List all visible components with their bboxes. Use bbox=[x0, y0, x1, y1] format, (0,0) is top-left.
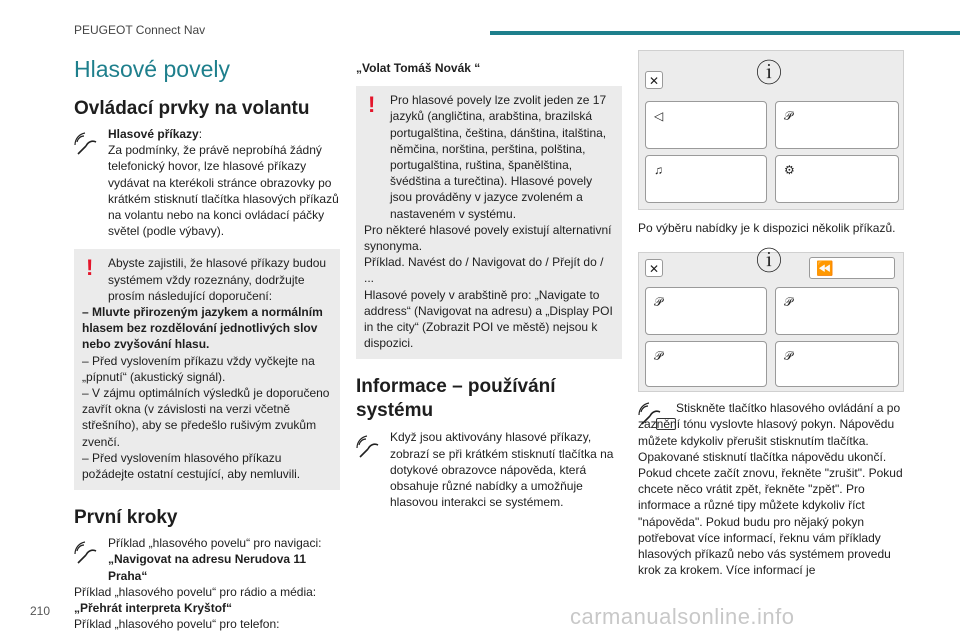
quill-icon: 𝒫 bbox=[654, 295, 663, 310]
example-phone-label: Příklad „hlasového povelu“ pro telefon: bbox=[74, 617, 280, 632]
command-button-2[interactable] bbox=[775, 287, 899, 335]
warning-synonyms: Pro některé hlasové povely existují alternativní synonyma. bbox=[364, 222, 612, 254]
back-button[interactable] bbox=[809, 257, 895, 279]
info-block bbox=[356, 429, 622, 510]
info-icon[interactable]: ⓘ bbox=[756, 58, 783, 88]
touchscreen-button-icon bbox=[656, 418, 676, 430]
warning-item-3: – V zájmu optimálních výsledků je doporučeno zavřít okna (v závislosti na verzi včetně střešního), aby se předešlo rušivým zvukům zvenčí. bbox=[82, 386, 330, 449]
screen-illustration-menus bbox=[638, 50, 904, 210]
close-button[interactable] bbox=[645, 259, 663, 277]
warning-item-2: – Před vyslovením příkazu vždy vyčkejte na „pípnutí“ (akustický signál). bbox=[82, 353, 315, 384]
quill-icon: 𝒫 bbox=[784, 295, 793, 310]
command-button-3[interactable] bbox=[645, 341, 767, 387]
warning-icon: ! bbox=[368, 92, 376, 118]
warning-box-recommendations bbox=[74, 249, 340, 490]
first-steps-block bbox=[74, 535, 340, 632]
watermark: carmanualsonline.info bbox=[570, 604, 795, 629]
warning-arabic: Hlasové povely v arabštině pro: „Navigate to address“ (Navigovat na adresu) a „Display POI in the city“ (Zobrazit POI ve městě) nejsou k dispozici. bbox=[364, 287, 613, 351]
caption-commands: Po výběru nabídky je k dispozici několik příkazů. bbox=[638, 221, 896, 235]
info-text bbox=[356, 429, 622, 510]
screen-illustration-commands bbox=[638, 246, 904, 392]
quill-icon: 𝒫 bbox=[784, 349, 793, 364]
voice-command-icon bbox=[356, 435, 382, 459]
warning-languages-text: Pro hlasové povely lze zvolit jeden ze 17 jazyků (angličtina, arabština, brazilská portugalština, čeština, dánština, italština, němčina, norština, perština, polština, portugalština, ruština, španělština, švédština a turečtina). Hlasové povely jsou prováděny v jazyce zvoleném a nastaveném v systému. bbox=[390, 93, 607, 221]
section-heading-steering: Ovládací prvky na volantu bbox=[74, 98, 310, 119]
page-number: 210 bbox=[30, 604, 51, 618]
warning-intro: Abyste zajistili, že hlasové příkazy budou systémem vždy rozeznány, dodržujte prosím následující doporučení: bbox=[108, 256, 327, 303]
header-accent-bar bbox=[490, 31, 960, 35]
example-nav-label: Příklad „hlasového povelu“ pro navigaci: bbox=[108, 536, 322, 551]
column-3 bbox=[638, 50, 904, 578]
section-heading-first-steps: První kroky bbox=[74, 507, 178, 529]
menu-button-media[interactable] bbox=[645, 155, 767, 203]
voice-commands-label: Hlasové příkazy bbox=[108, 127, 199, 141]
voice-command-icon bbox=[74, 541, 100, 565]
warning-box-languages bbox=[356, 86, 622, 359]
navigation-icon: ◁ bbox=[654, 109, 664, 123]
command-button-1[interactable] bbox=[645, 287, 767, 335]
example-phone-command: „Volat Tomáš Novák “ bbox=[356, 61, 481, 75]
example-radio-label: Příklad „hlasového povelu“ pro rádio a média: bbox=[74, 584, 317, 599]
warning-item-1: – Mluvte přirozeným jazykem a normálním hlasem bez rozdělování jednotlivých slov nebo zvyšování hlasu. bbox=[82, 305, 323, 352]
voice-command-icon bbox=[74, 132, 100, 156]
menu-button-navigation[interactable] bbox=[645, 101, 767, 149]
example-nav-command: „Navigovat na adresu Nerudova 11 Praha“ bbox=[108, 552, 307, 583]
close-icon: ✕ bbox=[649, 74, 660, 88]
menu-button-settings[interactable] bbox=[775, 155, 899, 203]
info-icon[interactable]: ⓘ bbox=[756, 246, 783, 277]
quill-icon: 𝒫 bbox=[784, 109, 793, 123]
command-button-4[interactable] bbox=[775, 341, 899, 387]
info-desc: Když jsou aktivovány hlasové příkazy, zobrazí se při krátkém stisknutí tlačítka na dotykové obrazovce nápověda, která obsahuje různé nabídky a umožňuje hlasovou interakci se systémem. bbox=[390, 430, 614, 510]
help-block bbox=[638, 400, 904, 578]
warning-synonyms-example: Příklad. Navést do / Navigovat do / Přejít do / ... bbox=[364, 255, 604, 286]
close-icon: ✕ bbox=[649, 262, 660, 277]
column-2 bbox=[356, 60, 622, 510]
page-title: Hlasové povely bbox=[74, 56, 230, 82]
warning-icon: ! bbox=[86, 255, 94, 281]
column-1 bbox=[74, 56, 340, 632]
quill-icon: 𝒫 bbox=[654, 349, 663, 364]
warning-item-4: – Před vyslovením hlasového příkazu požádejte ostatní cestující, aby nemluvili. bbox=[82, 450, 301, 482]
rewind-icon: ⏪ bbox=[816, 260, 834, 277]
music-icon: ♫ bbox=[654, 163, 663, 177]
gear-icon: ⚙ bbox=[784, 163, 795, 177]
voice-commands-desc: Za podmínky, že právě neprobíhá žádný telefonický hovor, lze hlasové příkazy vydávat na kterékoli stránce obrazovky po krátkém stisknutí tlačítka hlasových příkazů na volantu nebo na konci ovládací páčky světel (podle výbavy). bbox=[108, 143, 339, 239]
header-title: PEUGEOT Connect Nav bbox=[74, 23, 206, 37]
section-heading-info: Informace – používání systému bbox=[356, 376, 556, 422]
example-radio-command: „Přehrát interpreta Kryštof“ bbox=[74, 601, 233, 616]
help-text: Stiskněte tlačítko hlasového ovládání a po zaznění tónu vyslovte hlasový pokyn. Nápovědu můžete kdykoliv přerušit stisknutím tlačítka. Opakované stisknutí tlačítka nápovědu ukončí. Pokud chcete začít znovu, řekněte "zrušit". Pokud chcete něco vrátit zpět, řekněte "zpět". Pro informace a různé tipy můžete kdykoliv říct "nápověda". Pokud budu pro nějaký pokyn potřebovat více informací, řeknu vám příklady hlasových příkazů nebo vás systémem provedu krok za krokem. Více informací je bbox=[638, 401, 903, 578]
colon: : bbox=[198, 127, 203, 141]
voice-commands-block bbox=[74, 126, 340, 239]
menu-button-2[interactable] bbox=[775, 101, 899, 149]
voice-commands-text bbox=[74, 142, 340, 239]
close-button[interactable] bbox=[645, 71, 663, 89]
